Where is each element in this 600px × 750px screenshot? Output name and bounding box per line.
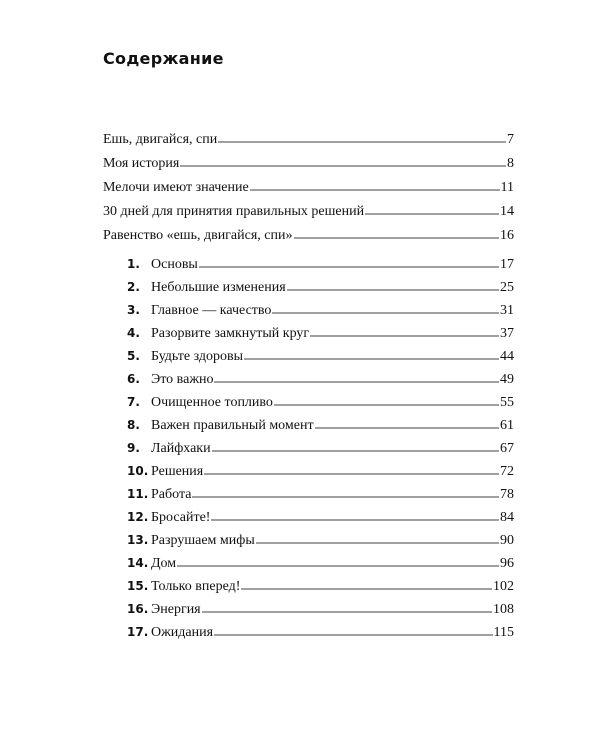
page-number: 16 [500, 228, 514, 243]
chapter-title: Разрушаем мифы [151, 533, 255, 548]
page-number: 108 [493, 602, 514, 617]
dot-leader [212, 439, 499, 452]
toc-chapter[interactable] [127, 484, 514, 504]
chapter-title: Решения [151, 464, 204, 479]
dot-leader [204, 462, 499, 475]
dot-leader [214, 370, 499, 383]
dot-leader [199, 255, 499, 268]
entry-title: Мелочи имеют значение [103, 180, 249, 195]
entry-title: Ешь, двигайся, спи [103, 132, 218, 147]
dot-leader [294, 226, 500, 239]
toc-chapter[interactable] [127, 438, 514, 458]
toc-entry[interactable] [103, 202, 514, 222]
page-number: 61 [500, 418, 514, 433]
chapter-number: 16. [127, 602, 149, 616]
toc-chapter[interactable] [127, 507, 514, 527]
chapter-title: Работа [151, 487, 192, 502]
toc-entry[interactable] [103, 226, 514, 246]
toc-chapter[interactable] [127, 369, 514, 389]
toc-chapter[interactable] [127, 415, 514, 435]
page-number: 37 [500, 326, 514, 341]
dot-leader [202, 600, 492, 613]
page-number: 44 [500, 349, 514, 364]
dot-leader [287, 278, 499, 291]
page-number: 72 [500, 464, 514, 479]
dot-leader [315, 416, 499, 429]
chapter-number: 5. [127, 349, 140, 363]
chapter-number: 8. [127, 418, 140, 432]
chapter-title: Разорвите замкнутый круг [151, 326, 310, 341]
page-number: 55 [500, 395, 514, 410]
chapter-number: 17. [127, 625, 149, 639]
chapter-number: 13. [127, 533, 149, 547]
chapter-number: 12. [127, 510, 149, 524]
chapter-title: Небольшие изменения [151, 280, 286, 295]
chapter-number: 14. [127, 556, 149, 570]
dot-leader [241, 577, 492, 590]
page-number: 49 [500, 372, 514, 387]
dot-leader [244, 347, 499, 360]
chapter-title: Важен правильный момент [151, 418, 314, 433]
toc-entry[interactable] [103, 130, 514, 150]
chapter-number: 15. [127, 579, 149, 593]
toc-chapter[interactable] [127, 461, 514, 481]
page-number: 78 [500, 487, 514, 502]
page-number: 84 [500, 510, 514, 525]
dot-leader [214, 623, 492, 636]
dot-leader [180, 154, 506, 167]
toc-chapter[interactable] [127, 530, 514, 550]
chapter-title: Главное — качество [151, 303, 272, 318]
chapter-number: 7. [127, 395, 140, 409]
chapter-title: Энергия [151, 602, 201, 617]
chapter-title: Только вперед! [151, 579, 241, 594]
toc-chapter[interactable] [127, 553, 514, 573]
chapter-title: Лайфхаки [151, 441, 211, 456]
chapter-title: Основы [151, 257, 198, 272]
page-number: 67 [500, 441, 514, 456]
page-number: 17 [500, 257, 514, 272]
entry-title: Моя история [103, 156, 180, 171]
chapter-title: Очищенное топливо [151, 395, 273, 410]
toc-chapter[interactable] [127, 599, 514, 619]
toc-entry[interactable] [103, 178, 514, 198]
chapter-number: 4. [127, 326, 140, 340]
chapter-number: 9. [127, 441, 140, 455]
page-number: 102 [493, 579, 514, 594]
dot-leader [256, 531, 499, 544]
toc-chapter[interactable] [127, 277, 514, 297]
dot-leader [218, 130, 506, 143]
page-number: 11 [500, 180, 514, 195]
toc-chapter[interactable] [127, 323, 514, 343]
chapter-title: Ожидания [151, 625, 214, 640]
toc-entry[interactable] [103, 154, 514, 174]
page-number: 7 [507, 132, 514, 147]
toc-chapter[interactable] [127, 576, 514, 596]
page-number: 8 [507, 156, 514, 171]
dot-leader [177, 554, 499, 567]
dot-leader [274, 393, 499, 406]
chapter-number: 2. [127, 280, 140, 294]
toc-chapter[interactable] [127, 346, 514, 366]
dot-leader [211, 508, 499, 521]
dot-leader [310, 324, 499, 337]
chapter-number: 1. [127, 257, 140, 271]
chapter-title: Дом [151, 556, 177, 571]
entry-title: 30 дней для принятия правильных решений [103, 204, 365, 219]
chapter-number: 10. [127, 464, 149, 478]
page-number: 90 [500, 533, 514, 548]
chapter-number: 3. [127, 303, 140, 317]
page-title: Содержание [103, 49, 224, 68]
chapter-title: Это важно [151, 372, 214, 387]
chapter-title: Будьте здоровы [151, 349, 244, 364]
toc-chapter[interactable] [127, 300, 514, 320]
dot-leader [272, 301, 499, 314]
dot-leader [192, 485, 499, 498]
chapter-title: Бросайте! [151, 510, 211, 525]
chapter-number: 11. [127, 487, 149, 501]
dot-leader [365, 202, 499, 215]
toc-chapter[interactable] [127, 254, 514, 274]
toc-chapter[interactable] [127, 622, 514, 642]
entry-title: Равенство «ешь, двигайся, спи» [103, 228, 293, 243]
page-number: 115 [493, 625, 514, 640]
page-number: 96 [500, 556, 514, 571]
dot-leader [250, 178, 500, 191]
chapter-number: 6. [127, 372, 140, 386]
toc-chapter[interactable] [127, 392, 514, 412]
page-number: 25 [500, 280, 514, 295]
page-number: 14 [500, 204, 514, 219]
page-number: 31 [500, 303, 514, 318]
